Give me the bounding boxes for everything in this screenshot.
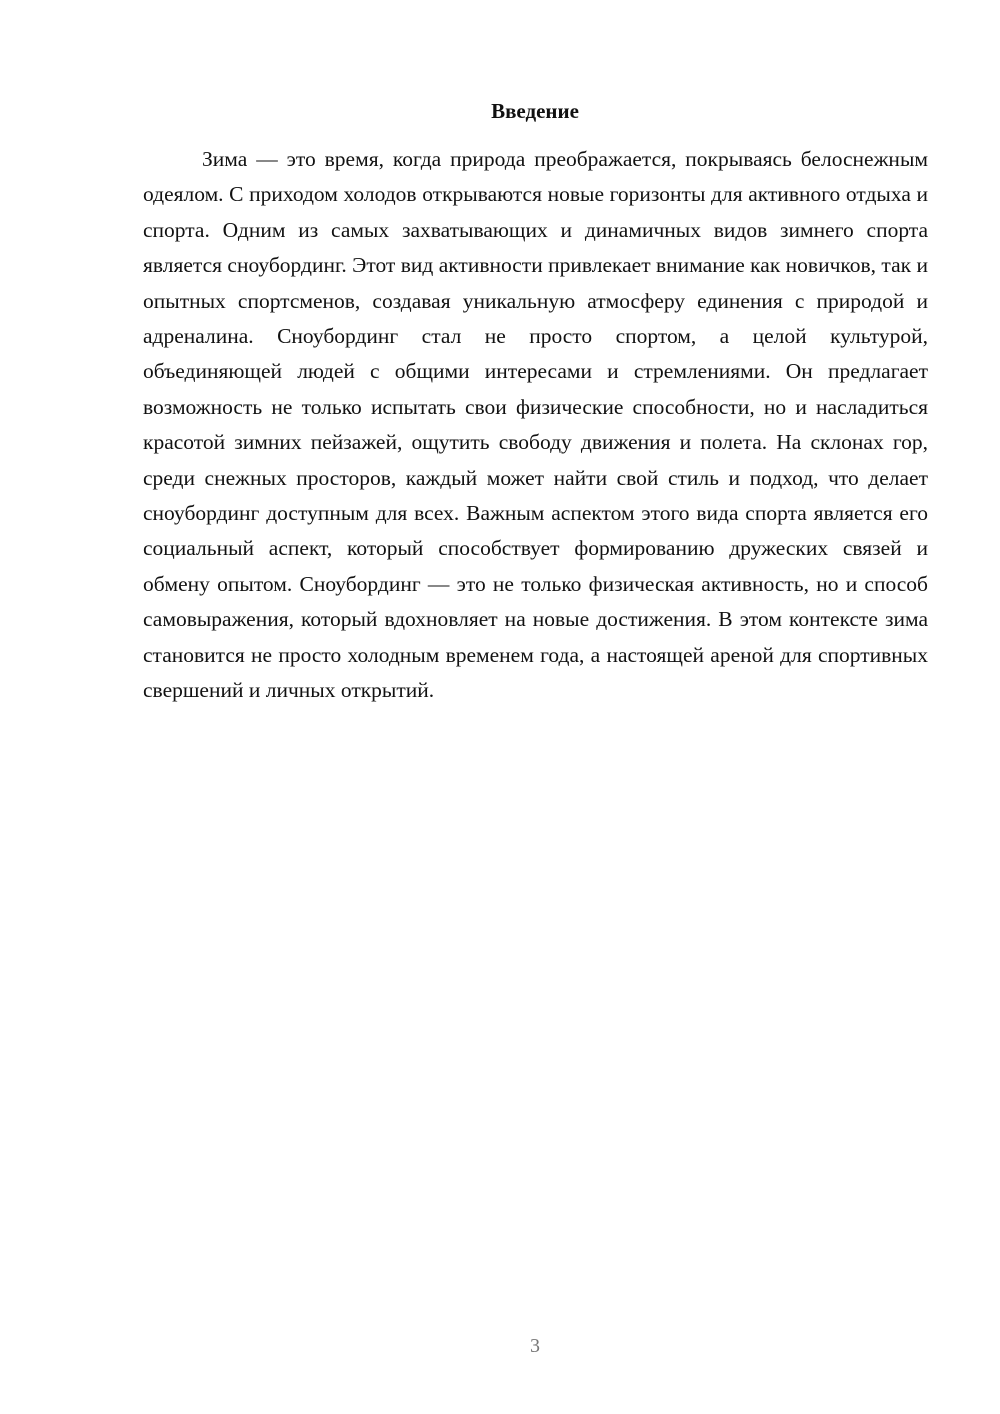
- section-heading: Введение: [491, 99, 579, 123]
- page-number: 3: [530, 1335, 540, 1357]
- body-paragraph: Зима — это время, когда природа преображается, покрываясь белоснежным одеялом. С приходом холодов открываются новые горизонты для активного отдыха и спорта. Одним из самых захватывающих и динамичных видов зимнего спорта является сноубординг. Этот вид активности привлекает внимание как новичков, так и опытных спортсменов, создавая уникальную атмосферу единения с природой и адреналина. Сноубординг стал не просто спортом, а целой культурой, объединяющей людей с общими интересами и стремлениями. Он предлагает возможность не только испытать свои физические способности, но и насладиться красотой зимних пейзажей, ощутить свободу движения и полета. На склонах гор, среди снежных просторов, каждый может найти свой стиль и подход, что делает сноубординг доступным для всех. Важным аспектом этого вида спорта является его социальный аспект, который способствует формированию дружеских связей и обмену опытом. Сноубординг — это не только физическая активность, но и способ самовыражения, который вдохновляет на новые достижения. В этом контексте зима становится не просто холодным временем года, а настоящей ареной для спортивных свершений и личных открытий.: [143, 147, 928, 703]
